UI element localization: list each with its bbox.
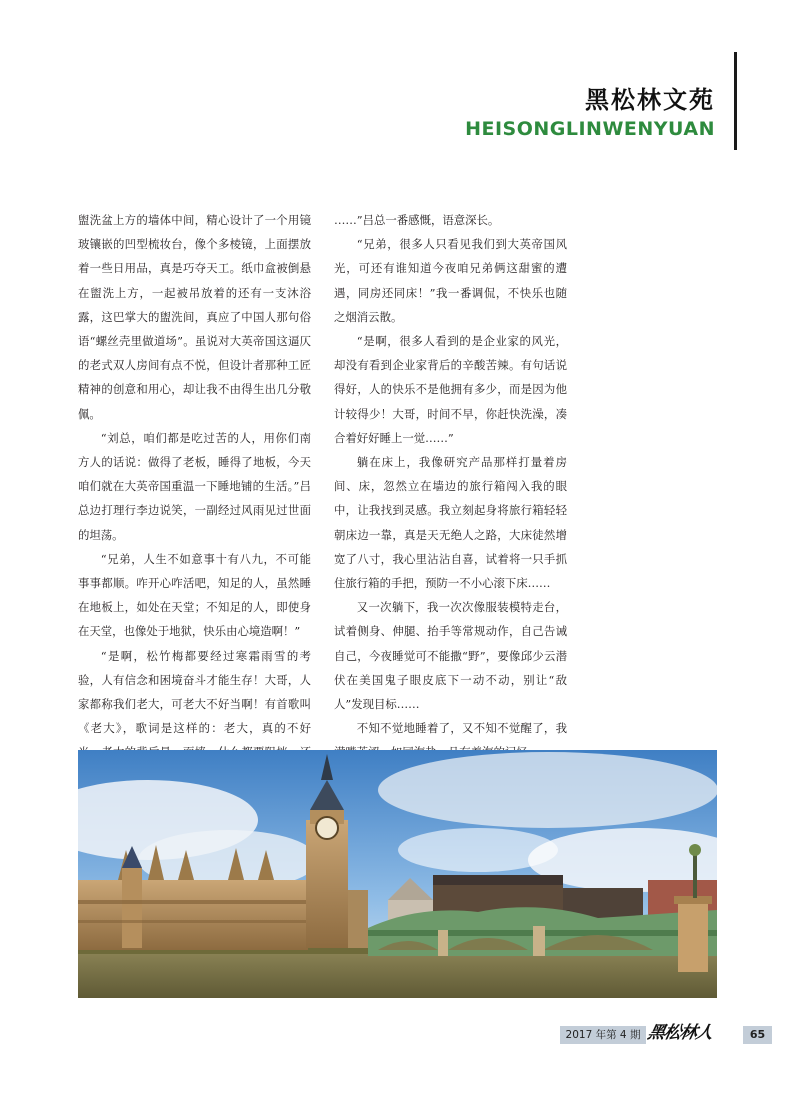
paragraph: 盥洗盆上方的墙体中间，精心设计了一个用镜玻镶嵌的凹型梳妆台，像个多棱镜，上面摆放着一些日用品，真是巧夺天工。纸巾盒被倒悬在盥洗上方，一起被吊放着的还有一支沐浴露，这巴掌大的盥洗间，真应了中国人那句俗语“螺丝壳里做道场”。虽说对大英帝国这逼仄的老式双人房间有点不悦，但设计者那种工匠精神的创意和用心，却让我不由得生出几分敬佩。 <box>78 213 311 421</box>
paragraph: 不知不觉地睡着了，又不知不觉醒了，我 <box>356 721 567 736</box>
article-column-left <box>78 208 311 813</box>
section-title: 黑松林文苑 <box>585 86 715 114</box>
big-ben-westminster-photo <box>78 750 717 998</box>
paragraph: “刘总，咱们都是吃过苦的人，用你们南方人的话说：做得了老板，睡得了地板，今天咱们就在大英帝国重温一下睡地铺的生活。”吕总边打理行李边说笑，一副经过风雨见过世面的坦荡。 <box>78 430 311 542</box>
paragraph: “是啊，很多人看到的是企业家的风光，却没有看到企业家背后的辛酸苦辣。有句话说得好，人的快乐不是他拥有多少，而是因为他计较得少！大哥，时间不早，你赶快洗澡，凑合着好好睡上一觉……” <box>334 334 567 445</box>
article-column-right <box>334 208 567 789</box>
issue-label: 2017 年第 4 期 <box>560 1026 646 1044</box>
paragraph: 又一次躺下，我一次次像服装模特走台，试着侧身、伸腿、抬手等常规动作，自己告诫自己，今夜睡觉可不能撒“野”，要像邱少云潜伏在美国鬼子眼皮底下一动不动，别让“敌人”发现目标…… <box>334 600 567 712</box>
page-number: 65 <box>743 1026 772 1044</box>
paragraph: 躺在床上，我像研究产品那样打量着房间、床，忽然立在墙边的旅行箱闯入我的眼中，让我找到灵感。我立刻起身将旅行箱轻轻朝床边一靠，真是天无绝人之路，大床徒然增宽了八寸，我心里沾沾自喜，试着将一只手抓住旅行箱的手把，预防一不小心滚下床…… <box>334 455 567 591</box>
header-divider <box>734 52 737 150</box>
magazine-logo: 黑松林人 <box>645 1023 715 1043</box>
paragraph: “兄弟，很多人只看见我们到大英帝国风光，可还有谁知道今夜咱兄弟俩这甜蜜的遭遇，同房还同床！”我一番调侃，不快乐也随之烟消云散。 <box>334 237 567 324</box>
paragraph: ……”吕总一番感慨，语意深长。 <box>334 213 500 227</box>
paragraph: “是啊，松竹梅都要经过寒霜雨雪的考验，人有信念和困境奋斗才能生存！大哥，人家都称我们老大，可老大不好当啊！有首歌叫《老大》，歌词是这样的：老大，真的不好 <box>78 648 311 736</box>
paragraph: “兄弟，人生不如意事十有八九，不可能事事都顺。咋开心咋活吧，知足的人，虽然睡在地板上，如处在天堂；不知足的人，即使身在天堂，也像处于地狱，快乐由心境造啊！” <box>78 551 311 639</box>
section-subtitle: HEISONGLINWENYUAN <box>465 118 715 140</box>
